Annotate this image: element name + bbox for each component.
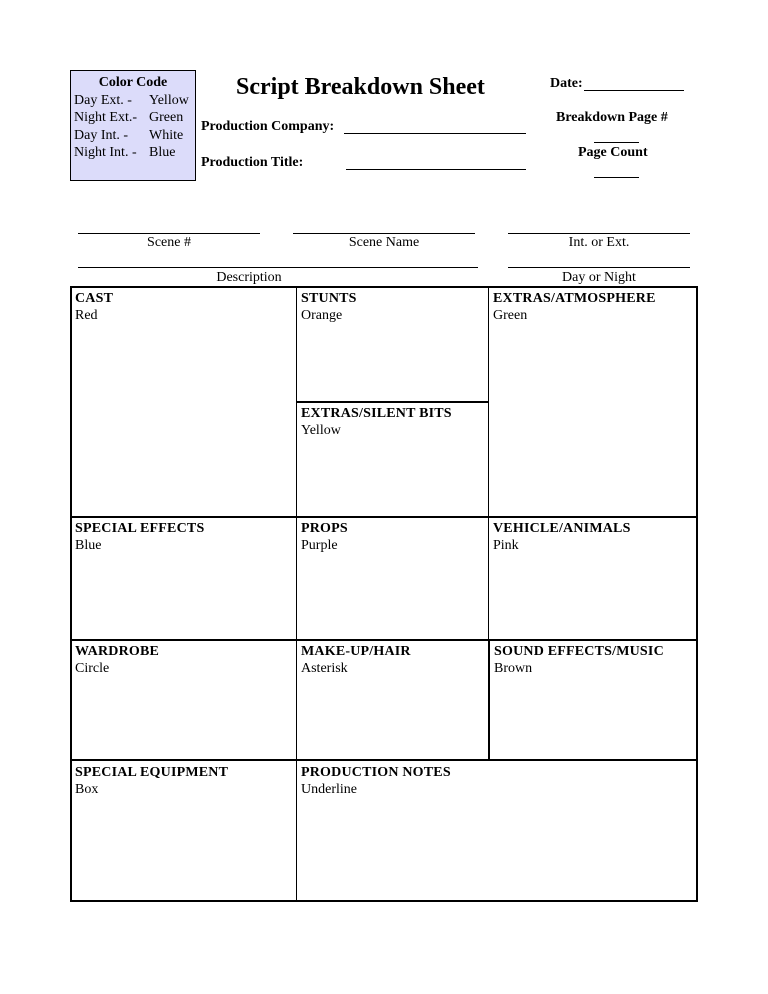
- color-code-label: Day Int. -: [74, 128, 129, 143]
- cell-makeup-hair[interactable]: [296, 639, 489, 761]
- cell-props[interactable]: [296, 516, 489, 641]
- breakdown-page-field[interactable]: [594, 142, 639, 143]
- color-code-row-day-int: [74, 128, 184, 144]
- cell-color-code: Pink: [493, 538, 519, 553]
- date-field[interactable]: [584, 90, 684, 91]
- scene-number-field[interactable]: [78, 233, 260, 234]
- cell-title: PROPS: [301, 521, 348, 536]
- cell-title: SPECIAL EFFECTS: [75, 521, 205, 536]
- color-code-legend: [70, 70, 196, 181]
- color-code-row-night-int: [74, 145, 176, 161]
- cell-title: WARDROBE: [75, 644, 160, 659]
- cell-wardrobe[interactable]: [70, 639, 297, 761]
- cell-special-effects[interactable]: [70, 516, 297, 641]
- cell-extras-silent-bits[interactable]: [296, 401, 489, 518]
- cell-color-code: Orange: [301, 308, 343, 323]
- color-code-value: Green: [149, 110, 184, 125]
- date-label: Date:: [550, 76, 583, 91]
- page-count-label: Page Count: [578, 145, 648, 160]
- cell-special-equipment[interactable]: [70, 759, 297, 902]
- cell-title: EXTRAS/SILENT BITS: [301, 406, 452, 421]
- description-field[interactable]: [78, 267, 478, 268]
- int-ext-caption: Int. or Ext.: [568, 235, 630, 250]
- cell-title: STUNTS: [301, 291, 357, 306]
- color-code-value: White: [149, 128, 184, 143]
- scene-name-field[interactable]: [293, 233, 475, 234]
- color-code-value: Yellow: [149, 93, 189, 108]
- cell-title: SPECIAL EQUIPMENT: [75, 765, 229, 780]
- production-company-label: Production Company:: [201, 119, 335, 134]
- cell-title: MAKE-UP/HAIR: [301, 644, 411, 659]
- day-night-caption: Day or Night: [562, 270, 636, 285]
- page-title: Script Breakdown Sheet: [236, 74, 485, 100]
- cell-title: VEHICLE/ANIMALS: [493, 521, 631, 536]
- cell-color-code: Asterisk: [301, 661, 348, 676]
- color-code-row-day-ext: [74, 93, 189, 109]
- cell-vehicle-animals[interactable]: [488, 516, 698, 641]
- cell-color-code: Circle: [75, 661, 110, 676]
- scene-number-caption: Scene #: [147, 235, 191, 250]
- page-count-field[interactable]: [594, 177, 639, 178]
- cell-title: SOUND EFFECTS/MUSIC: [494, 644, 664, 659]
- color-code-label: Night Int. -: [74, 145, 137, 160]
- cell-cast[interactable]: [70, 286, 297, 518]
- production-title-field[interactable]: [346, 169, 526, 170]
- cell-extras-atmosphere[interactable]: [488, 286, 698, 518]
- cell-production-notes[interactable]: [296, 759, 698, 902]
- breakdown-page-label: Breakdown Page #: [556, 110, 668, 125]
- cell-color-code: Yellow: [301, 423, 341, 438]
- scene-name-caption: Scene Name: [348, 235, 420, 250]
- cell-color-code: Green: [493, 308, 528, 323]
- color-code-row-night-ext: [74, 110, 184, 126]
- description-caption: Description: [216, 270, 282, 285]
- cell-color-code: Brown: [494, 661, 533, 676]
- color-code-title: Color Code: [98, 75, 168, 90]
- color-code-label: Day Ext. -: [74, 93, 132, 108]
- cell-color-code: Box: [75, 782, 99, 797]
- cell-sound-effects-music[interactable]: [488, 639, 698, 761]
- cell-title: PRODUCTION NOTES: [301, 765, 451, 780]
- cell-title: EXTRAS/ATMOSPHERE: [493, 291, 656, 306]
- cell-color-code: Underline: [301, 782, 357, 797]
- cell-color-code: Red: [75, 308, 98, 323]
- cell-title: CAST: [75, 291, 114, 306]
- int-ext-field[interactable]: [508, 233, 690, 234]
- day-night-field[interactable]: [508, 267, 690, 268]
- production-title-label: Production Title:: [201, 155, 304, 170]
- color-code-label: Night Ext.-: [74, 110, 137, 125]
- cell-stunts[interactable]: [296, 286, 489, 403]
- color-code-value: Blue: [149, 145, 176, 160]
- cell-color-code: Blue: [75, 538, 102, 553]
- production-company-field[interactable]: [344, 133, 526, 134]
- cell-color-code: Purple: [301, 538, 338, 553]
